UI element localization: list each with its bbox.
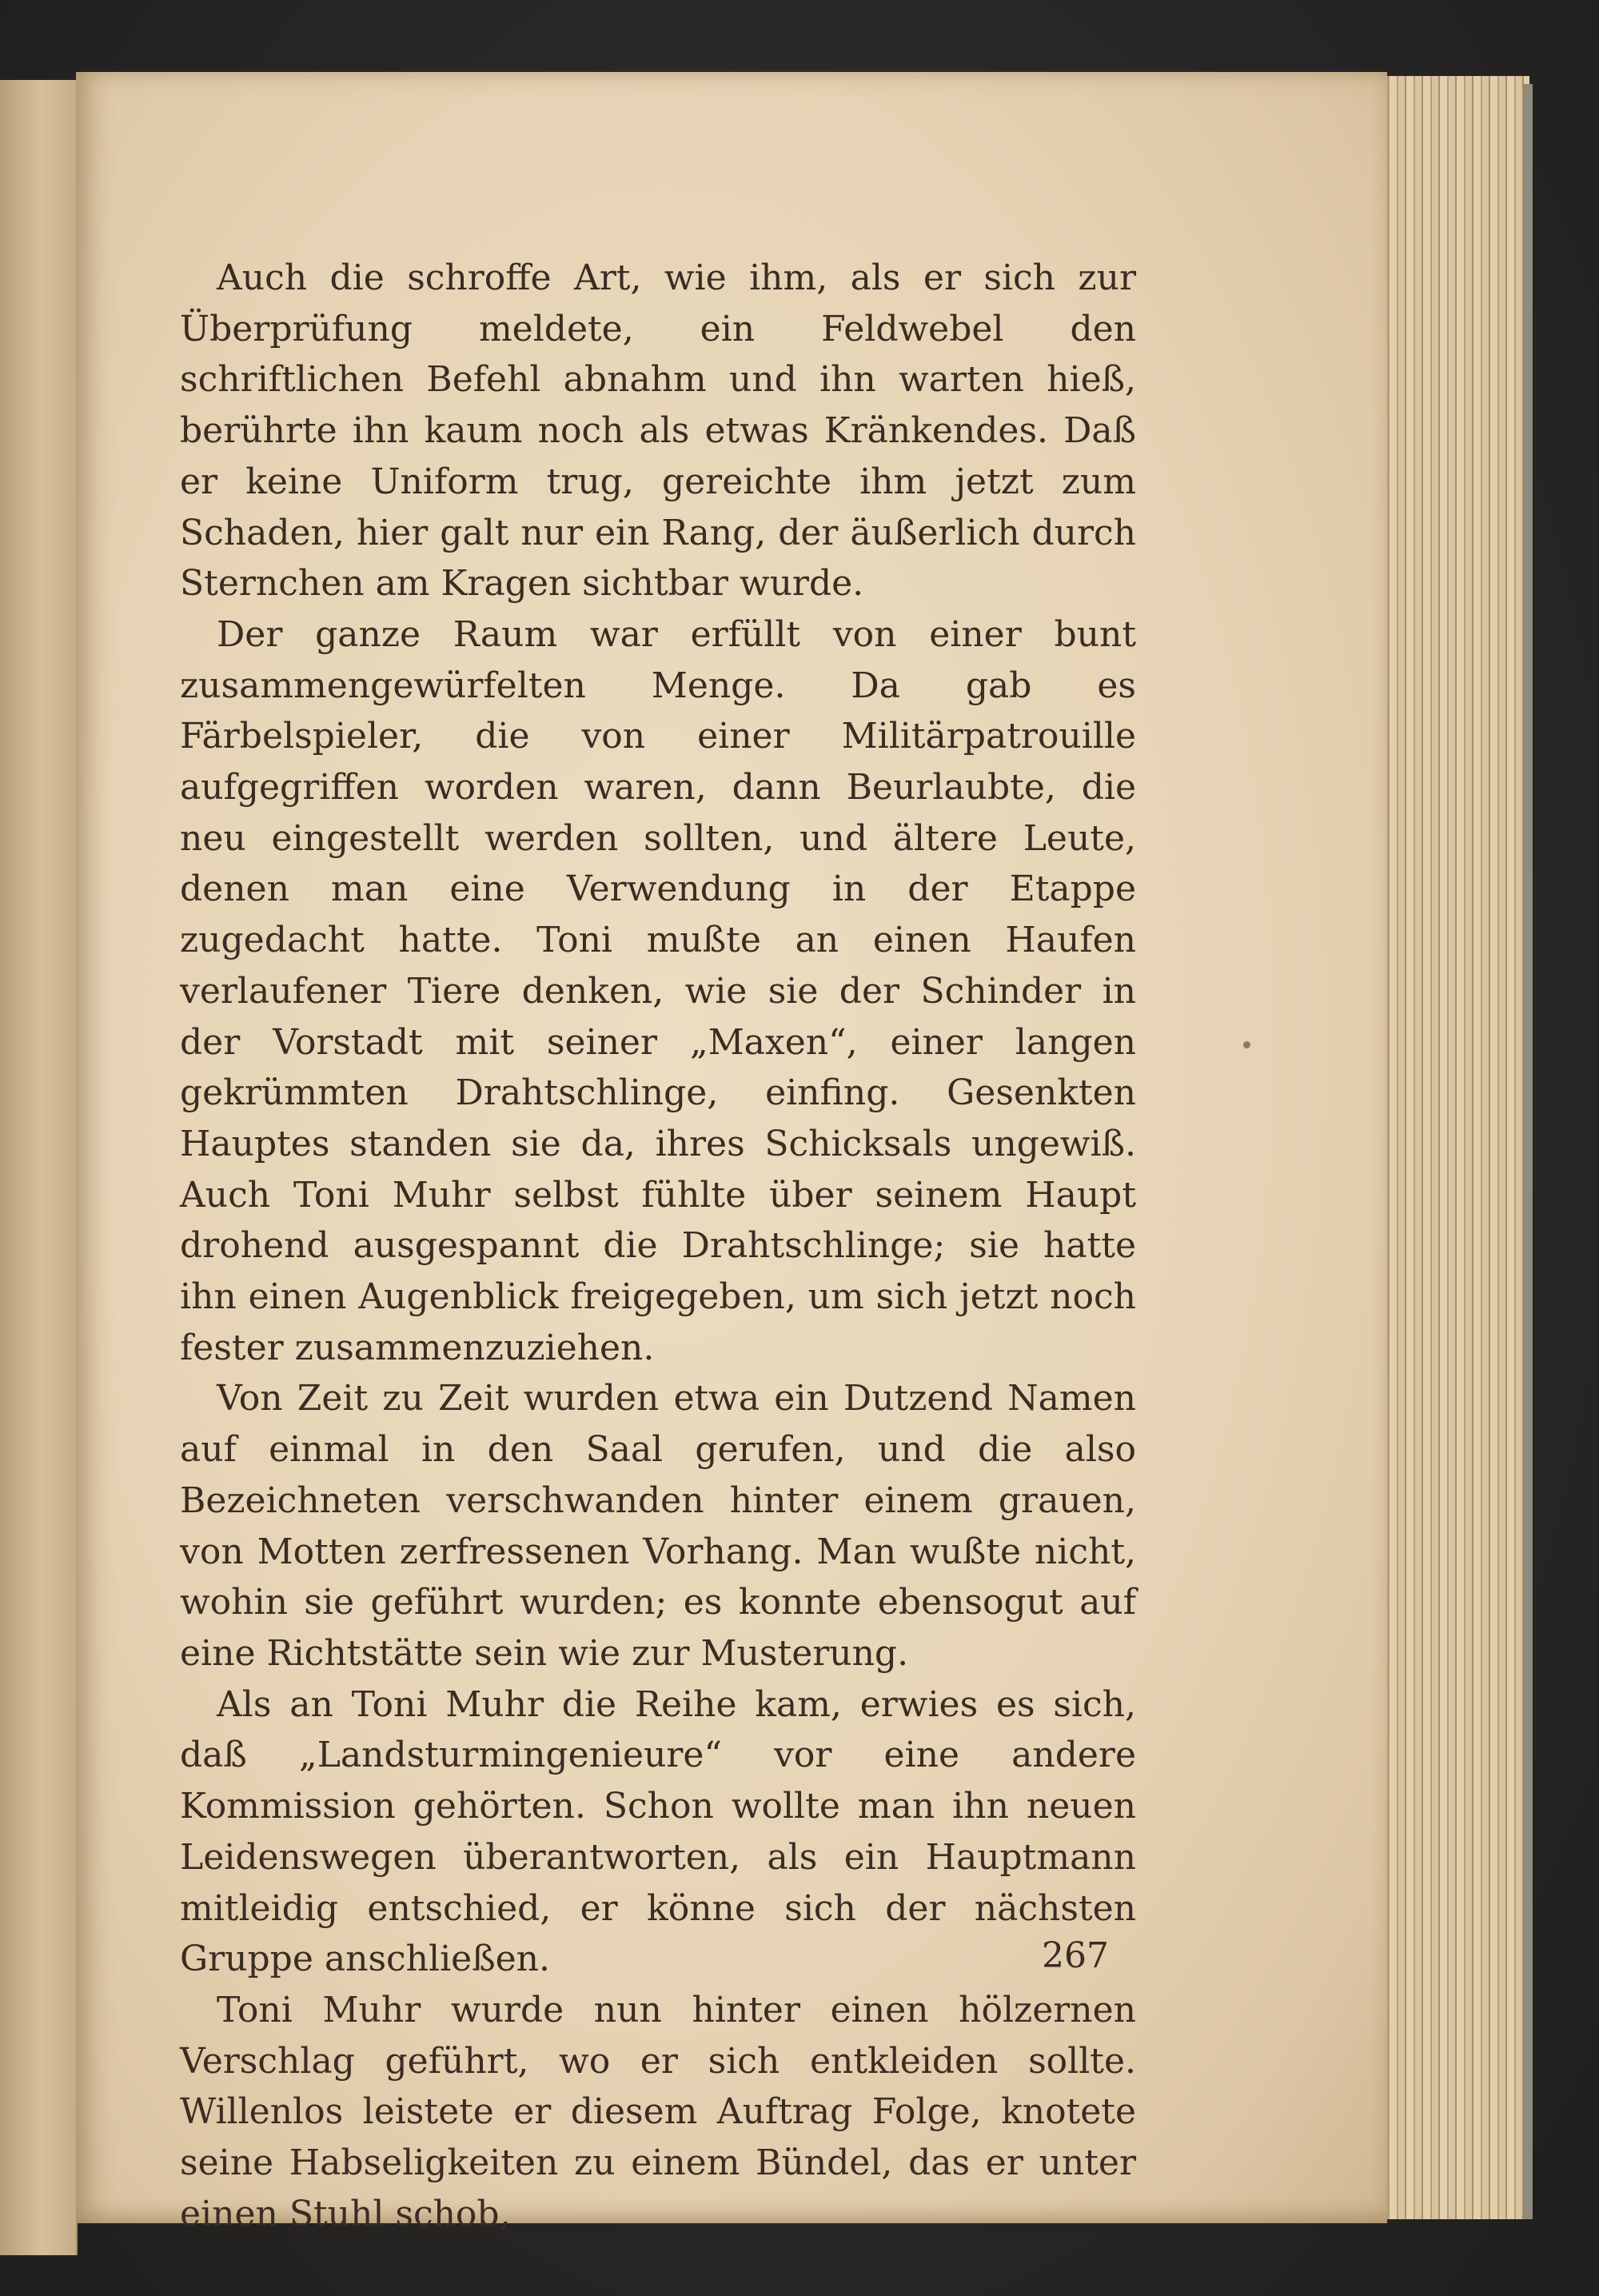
book-cover-edge (1523, 84, 1533, 2219)
body-text (180, 253, 1136, 2239)
left-page-edge (0, 80, 78, 2255)
paragraph-5: Toni Muhr wurde nun hinter einen hölzernen Verschlag geführt, wo er sich entkleiden sollte. Willenlos leistete er diesem Auftrag Folge, knotete seine Habseligkeiten zu einem Bündel, das er unter einen Stuhl schob, (180, 1989, 1136, 2234)
paragraph-2: Der ganze Raum war erfüllt von einer bunt zusammengewürfelten Menge. Da gab es Färbelspieler, die von einer Militärpatrouille aufgegriffen worden waren, dann Beurlaubte, die neu eingestellt werden sollten, und ältere Leute, denen man eine Verwendung in der Etappe zugedacht hatte. Toni mußte an einen Haufen verlaufener Tiere denken, wie sie der Schinder in der Vorstadt mit seiner „Maxen“, einer langen gekrümmten Drahtschlinge, einfing. Gesenkten Hauptes standen sie da, ihres Schicksals ungewiß. Auch Toni Muhr selbst fühlte über seinem Haupt drohend ausgespannt die Drahtschlinge; sie hatte ihn einen Augenblick freigegeben, um sich jetzt noch fester zusammenzuziehen. (180, 613, 1136, 1368)
paragraph-3: Von Zeit zu Zeit wurden etwa ein Dutzend Namen auf einmal in den Saal gerufen, und die also Bezeichneten verschwanden hinter einem grauen, von Motten zerfressenen Vorhang. Man wußte nicht, wohin sie geführt wurden; es konnte ebensogut auf eine Richtstätte sein wie zur Musterung. (180, 1378, 1136, 1674)
paragraph-1: Auch die schroffe Art, wie ihm, als er sich zur Überprüfung meldete, ein Feldwebel den schriftlichen Befehl abnahm und ihn warten hieß, berührte ihn kaum noch als etwas Kränkendes. Daß er keine Uniform trug, gereichte ihm jetzt zum Schaden, hier galt nur ein Rang, der äußerlich durch Sternchen am Kragen sichtbar wurde. (180, 258, 1136, 605)
page-number: 267 (1042, 1935, 1109, 1976)
paragraph-4: Als an Toni Muhr die Reihe kam, erwies es sich, daß „Landsturmingenieure“ vor eine andere Kommission gehörten. Schon wollte man ihn neuen Leidenswegen überantworten, als ein Hauptmann mitleidig entschied, er könne sich der nächsten Gruppe anschließen. (180, 1683, 1136, 1980)
paper-speck (1243, 1041, 1250, 1048)
page-edges (1387, 76, 1529, 2219)
